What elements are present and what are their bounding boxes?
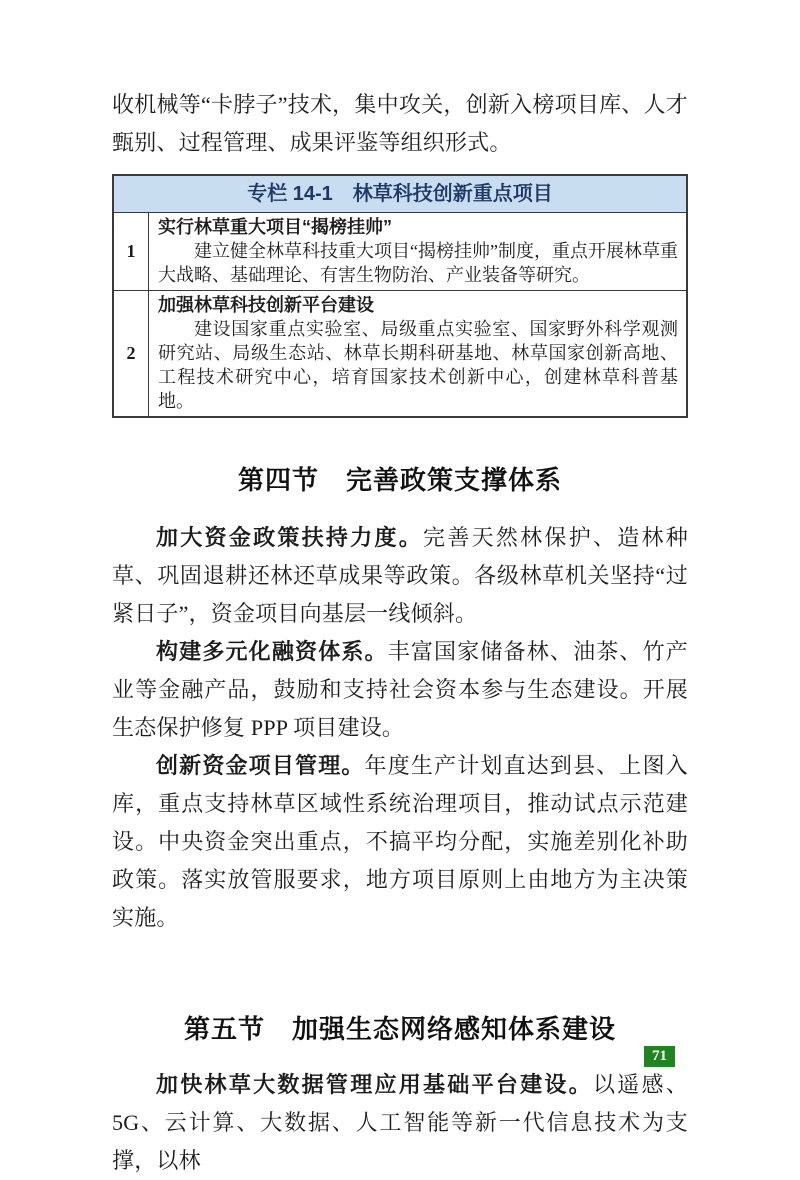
paragraph-text: 年度生产计划直达到县、上图入库，重点支持林草区域性系统治理项目，推动试点示范建设。中央资金突出重点，不搞平均分配，实施差别化补助政策。落实放管服要求，地方项目原则上由地方为主决策实施。 (112, 753, 688, 930)
section-heading-5: 第五节 加强生态网络感知体系建设 (183, 1014, 616, 1044)
paragraph-text: 以遥感、5G、云计算、大数据、人工智能等新一代信息技术为支撑，以林 (112, 1072, 688, 1173)
paragraph (112, 633, 688, 747)
row-item-body: 建立健全林草科技重大项目“揭榜挂帅”制度，重点开展林草重大战略、基础理论、有害生物防治、产业装备等研究。 (158, 241, 678, 285)
page-number-badge: 71 (644, 1046, 675, 1067)
paragraph-lead: 加快林草大数据管理应用基础平台建设。 (156, 1072, 593, 1097)
paragraph (112, 1066, 688, 1180)
row-item-heading: 加强林草科技创新平台建设 (158, 295, 374, 315)
paragraph (112, 747, 688, 937)
paragraph-lead: 构建多元化融资体系。 (156, 639, 388, 664)
table-row (114, 291, 686, 416)
row-number: 1 (114, 213, 149, 290)
section-heading-4: 第四节 完善政策支撑体系 (237, 465, 562, 495)
table-row (114, 213, 686, 291)
row-content (149, 291, 686, 416)
row-item-heading: 实行林草重大项目“揭榜挂帅” (158, 217, 392, 237)
paragraph-text: 完善天然林保护、造林种草、巩固退耕还林还草成果等政策。各级林草机关坚持“过紧日子”，资金项目向基层一线倾斜。 (112, 525, 689, 626)
paragraph-text: 丰富国家储备林、油茶、竹产业等金融产品，鼓励和支持社会资本参与生态建设。开展生态保护修复 PPP 项目建设。 (112, 639, 688, 740)
feature-box-title: 专栏 14-1 林草科技创新重点项目 (114, 176, 686, 213)
paragraph-continuation: 收机械等“卡脖子”技术，集中攻关，创新入榜项目库、人才甄别、过程管理、成果评鉴等组织形式。 (112, 92, 688, 155)
feature-box-14-1 (112, 174, 688, 418)
paragraph-lead: 加大资金政策扶持力度。 (156, 525, 424, 550)
paragraph (112, 519, 688, 633)
paragraph-lead: 创新资金项目管理。 (156, 753, 365, 778)
row-item-body: 建设国家重点实验室、局级重点实验室、国家野外科学观测研究站、局级生态站、林草长期科研基地、林草国家创新高地、工程技术研究中心，培育国家技术创新中心，创建林草科普基地。 (158, 319, 678, 411)
row-number: 2 (114, 291, 149, 416)
row-content (149, 213, 686, 290)
